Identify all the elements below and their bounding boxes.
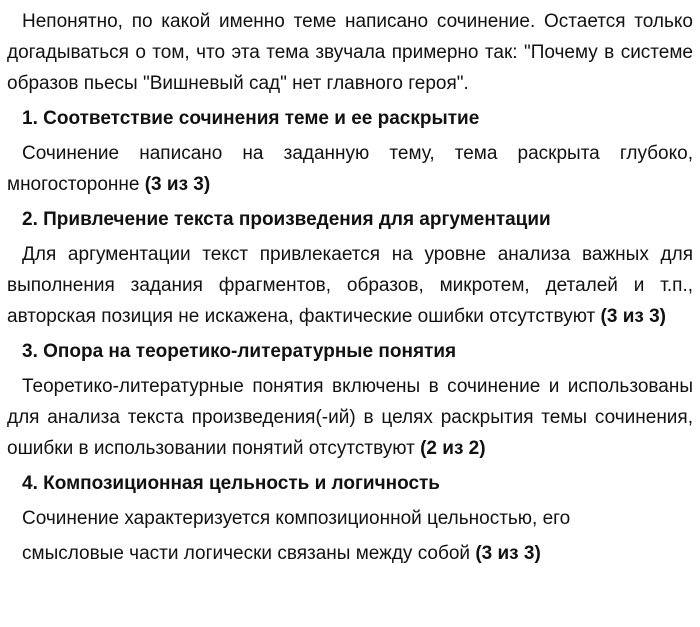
- criterion-4-body: смысловые части логически связаны между собой: [22, 543, 471, 564]
- criterion-2-text: [7, 239, 693, 332]
- criterion-3-heading: 3. Опора на теоретико-литературные понятия: [22, 341, 457, 362]
- criterion-1-text: [7, 138, 693, 200]
- criterion-2-body: Для аргументации текст привлекается на уровне анализа важных для выполнения задания фрагментов, образов, микротем, деталей и т.п., авторская позиция не искажена, фактические ошибки отсутствуют: [7, 244, 693, 327]
- criterion-3-score: (2 из 2): [420, 438, 486, 459]
- criterion-1-body: Сочинение написано на заданную тему, тема раскрыта глубоко, многосторонне: [7, 143, 693, 195]
- criterion-2-heading: 2. Привлечение текста произведения для аргументации: [22, 209, 551, 230]
- criterion-4-text-line-1: Сочинение характеризуется композиционной цельностью, его: [22, 508, 571, 529]
- criterion-3-text: [7, 371, 693, 464]
- criterion-1-heading: 1. Соответствие сочинения теме и ее раскрытие: [22, 108, 480, 129]
- criterion-1-score: (3 из 3): [144, 174, 211, 195]
- criterion-4-heading: 4. Композиционная цельность и логичность: [22, 473, 440, 494]
- intro-paragraph: Непонятно, по какой именно теме написано сочинение. Остается только догадываться о том, что эта тема звучала примерно так: "Почему в системе образов пьесы "Вишневый сад" нет главного героя".: [7, 11, 693, 94]
- criterion-4-score: (3 из 3): [475, 543, 541, 564]
- criterion-3-body: Теоретико-литературные понятия включены в сочинение и использованы для анализа текста произведения(-ий) в целях раскрытия темы сочинения, ошибки в использовании понятий отсутствуют: [7, 376, 693, 459]
- criterion-2-score: (3 из 3): [600, 306, 666, 327]
- criterion-4-text-line-2: [7, 538, 693, 569]
